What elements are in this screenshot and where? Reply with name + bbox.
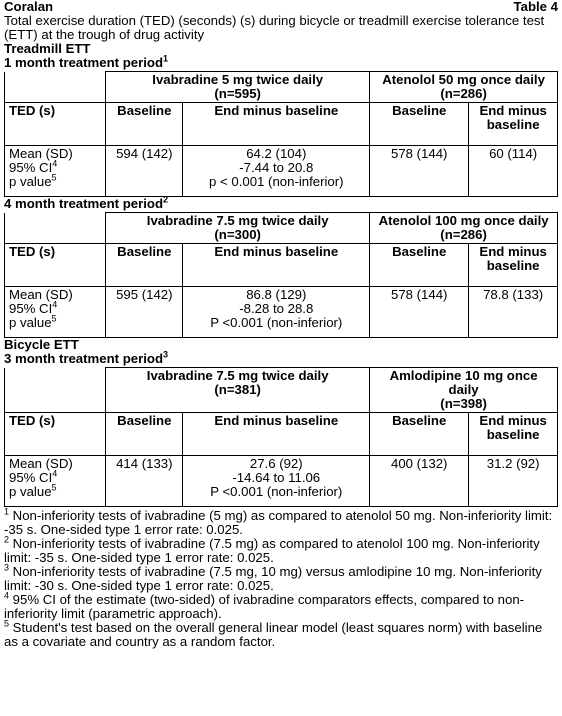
footnote-3: $^3$ Non-inferiority tests of ivabradine (7.5 mg, 10 mg) versus amlodipine 10 mg. Non-inferiority limit: -30 s. One-sided type 1 error rate: 0.025.	[4, 562, 542, 593]
group2-n: (n=398)	[440, 396, 487, 411]
empty-header-cell	[5, 368, 106, 413]
group1-end-p: P <0.001 (non-inferior)	[210, 315, 343, 330]
group1-name: Ivabradine 7.5 mg twice daily	[146, 213, 329, 228]
group2-header	[370, 368, 558, 413]
group1-n: (n=595)	[214, 86, 261, 101]
section-title-bicycle: Bicycle ETT	[4, 337, 79, 352]
group1-end-values	[183, 456, 370, 507]
group1-end-ci: -8.28 to 28.8	[239, 301, 314, 316]
period-heading	[4, 349, 558, 366]
group2-name: Amlodipine 10 mg once daily	[389, 368, 538, 397]
period-heading	[4, 53, 558, 70]
column-header-row	[5, 244, 558, 287]
period-label: 4 month treatment period	[4, 196, 163, 211]
group1-baseline-value: 594 (142)	[106, 146, 183, 197]
row-p-label: p value$^5$	[9, 313, 57, 330]
group2-name: Atenolol 50 mg once daily	[382, 72, 545, 87]
col-baseline: Baseline	[106, 103, 183, 146]
period-footnote-ref: 2	[163, 194, 169, 205]
row-p-label: p value$^5$	[9, 172, 57, 189]
table-description: Total exercise duration (TED) (seconds) (s) during bicycle or treadmill exercise tolerance test (ETT) at the trough of drug activity	[4, 13, 545, 42]
row-ci-label: 95% $CI^4$	[9, 468, 58, 485]
group1-n: (n=381)	[214, 382, 261, 397]
group1-end-values	[183, 287, 370, 338]
group1-end-p: P <0.001 (non-inferior)	[210, 484, 343, 499]
col-end-minus-baseline-2: End minus baseline	[469, 244, 558, 287]
empty-header-cell	[5, 213, 106, 244]
group2-header	[370, 213, 558, 244]
col-ted: TED (s)	[5, 103, 106, 146]
col-end-minus-baseline-2: End minus baseline	[469, 413, 558, 456]
row-mean-label: Mean (SD)	[9, 456, 73, 471]
col-baseline-2: Baseline	[370, 413, 469, 456]
column-header-row	[5, 103, 558, 146]
data-row	[5, 456, 558, 507]
col-ted: TED (s)	[5, 244, 106, 287]
group1-end-values	[183, 146, 370, 197]
group1-end-ci: -14.64 to 11.06	[232, 470, 321, 485]
section-title-treadmill: Treadmill ETT	[4, 41, 91, 56]
table-header-row	[5, 213, 558, 244]
document-header	[4, 0, 558, 14]
row-mean-label: Mean (SD)	[9, 287, 73, 302]
results-table-1	[4, 71, 558, 197]
results-table-2	[4, 212, 558, 338]
col-baseline-2: Baseline	[370, 244, 469, 287]
group1-baseline-value: 595 (142)	[106, 287, 183, 338]
group2-end-value: 31.2 (92)	[469, 456, 558, 507]
row-mean-label: Mean (SD)	[9, 146, 73, 161]
drug-name: Coralan	[4, 0, 54, 14]
group2-header	[370, 72, 558, 103]
col-end-minus-baseline: End minus baseline	[183, 413, 370, 456]
group1-header	[106, 368, 370, 413]
group2-end-value: 60 (114)	[469, 146, 558, 197]
group1-header	[106, 213, 370, 244]
group2-end-value: 78.8 (133)	[469, 287, 558, 338]
table-label: Table 4	[513, 0, 558, 14]
col-end-minus-baseline: End minus baseline	[183, 244, 370, 287]
group2-n: (n=286)	[440, 227, 487, 242]
group1-name: Ivabradine 7.5 mg twice daily	[146, 368, 329, 383]
period-label: 1 month treatment period	[4, 55, 163, 70]
group1-name: Ivabradine 5 mg twice daily	[152, 72, 324, 87]
table-header-row	[5, 368, 558, 413]
footnote-5: $^5$ Student's test based on the overall general linear model (least squares norm) with baseline as a covariate and country as a random factor.	[4, 618, 543, 649]
group1-end-ci: -7.44 to 20.8	[239, 160, 314, 175]
column-header-row	[5, 413, 558, 456]
row-p-label: p value$^5$	[9, 482, 57, 499]
results-table-3	[4, 367, 558, 507]
group2-n: (n=286)	[440, 86, 487, 101]
row-labels	[5, 287, 106, 338]
col-ted: TED (s)	[5, 413, 106, 456]
col-baseline: Baseline	[106, 413, 183, 456]
footnote-2: $^2$ Non-inferiority tests of ivabradine (7.5 mg) as compared to atenolol 100 mg. Non-inferiority limit: -35 s. One-sided type 1 error rate: 0.025.	[4, 534, 540, 565]
group2-baseline-value: 400 (132)	[370, 456, 469, 507]
col-baseline: Baseline	[106, 244, 183, 287]
data-row	[5, 287, 558, 338]
row-labels	[5, 146, 106, 197]
col-baseline-2: Baseline	[370, 103, 469, 146]
footnote-1: $^1$ Non-inferiority tests of ivabradine (5 mg) as compared to atenolol 50 mg. Non-inferiority limit: -35 s. One-sided type 1 error rate: 0.025.	[4, 506, 553, 537]
row-ci-label: 95% $CI^4$	[9, 158, 58, 175]
group1-end-mean: 86.8 (129)	[246, 287, 307, 302]
group1-end-mean: 27.6 (92)	[249, 456, 303, 471]
group1-end-p: p < 0.001 (non-inferior)	[209, 174, 344, 189]
table-header-row	[5, 72, 558, 103]
row-labels	[5, 456, 106, 507]
group1-baseline-value: 414 (133)	[106, 456, 183, 507]
period-footnote-ref: 3	[163, 349, 169, 360]
group1-n: (n=300)	[214, 227, 261, 242]
col-end-minus-baseline: End minus baseline	[183, 103, 370, 146]
col-end-minus-baseline-2: End minus baseline	[469, 103, 558, 146]
group2-baseline-value: 578 (144)	[370, 146, 469, 197]
footnotes	[4, 506, 558, 649]
group2-name: Atenolol 100 mg once daily	[378, 213, 549, 228]
group1-header	[106, 72, 370, 103]
data-row	[5, 146, 558, 197]
group1-end-mean: 64.2 (104)	[246, 146, 307, 161]
period-footnote-ref: 1	[163, 53, 169, 64]
group2-baseline-value: 578 (144)	[370, 287, 469, 338]
footnote-4: $^4$ 95% CI of the estimate (two-sided) of ivabradine comparators effects, compared to non-inferiority limit (parametric approach).	[4, 590, 525, 621]
period-heading	[4, 194, 558, 211]
empty-header-cell	[5, 72, 106, 103]
period-label: 3 month treatment period	[4, 351, 163, 366]
row-ci-label: 95% $CI^4$	[9, 299, 58, 316]
